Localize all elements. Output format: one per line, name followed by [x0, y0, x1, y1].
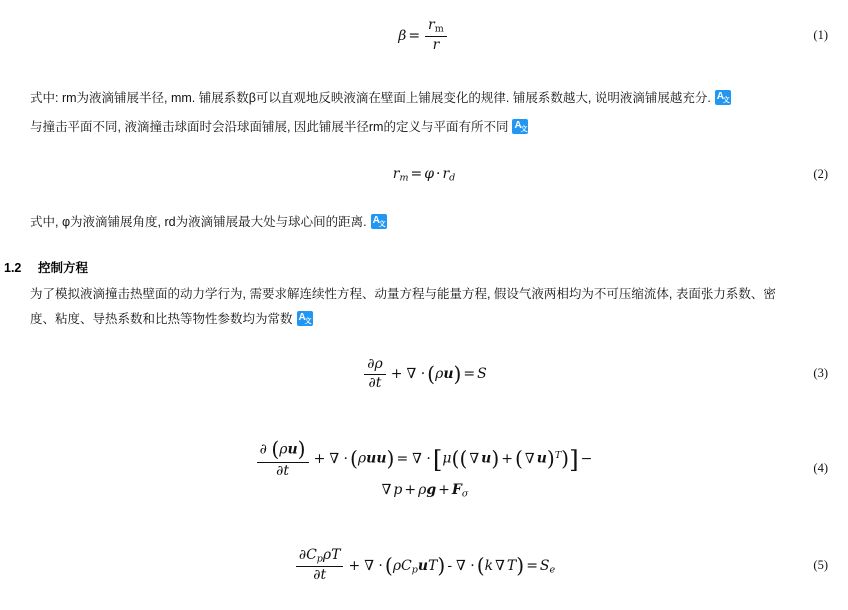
- translate-badge-letter-zh: 文: [304, 318, 312, 325]
- equation-4-number: (4): [813, 461, 828, 475]
- equation-5-row: [0, 547, 848, 585]
- paragraph-3-line-1-text: 为了模拟液滴撞击热壁面的动力学行为, 需要求解连续性方程、动量方程与能量方程, 假设气液两相均为不可压缩流体, 表面张力系数、密: [30, 287, 776, 301]
- section-number: 1.2: [4, 261, 22, 275]
- translate-badge-icon[interactable]: [512, 119, 528, 134]
- paragraph-1-line-2: [30, 115, 830, 140]
- translate-badge-letter-zh: 文: [722, 97, 730, 104]
- paragraph-1-line-2-text: 与撞击平面不同, 液滴撞击球面时会沿球面铺展, 因此铺展半径rm的定义与平面有所不同: [30, 120, 509, 134]
- translate-badge-letter-a: A: [298, 312, 306, 323]
- equation-2-row: [0, 160, 848, 190]
- translate-badge-letter-a: A: [372, 215, 380, 226]
- paragraph-3-line-2: [30, 307, 840, 332]
- section-title: 控制方程: [38, 261, 89, 275]
- paragraph-1-line-1: [30, 86, 830, 111]
- paragraph-2-text: 式中, φ为液滴铺展角度, rd为液滴铺展最大处与球心间的距离.: [30, 215, 367, 229]
- equation-2-body: $r_m = \varphi \cdot r_d$: [392, 166, 456, 184]
- paragraph-1-line-1-text: 式中: rm为液滴铺展半径, mm. 铺展系数β可以直观地反映液滴在壁面上铺展变化的规律. 铺展系数越大, 说明液滴铺展越充分.: [30, 91, 711, 105]
- equation-4-body: $\frac{\partial (\rho u)}{\partial t}$ + ∇ ·(ρuu) = ∇ ·[μ(( ∇ u) +( ∇ u)$^T$)] − ∇ $p + \rho g + F_\sigma$: [0, 438, 848, 500]
- translate-badge-icon[interactable]: [371, 214, 387, 229]
- translate-badge-letter-zh: 文: [520, 126, 528, 133]
- equation-4-row: [0, 438, 848, 500]
- equation-1-body: β = $\frac{rm}{r}$: [0, 18, 848, 54]
- equation-3-body: $\frac{\partial\rho}{\partial t}$ + ∇ ·(ρu) = S: [0, 357, 848, 391]
- translate-badge-letter-a: A: [514, 120, 522, 131]
- equation-5-body: $\frac{\partial C_p\rho T}{\partial t}$ + ∇ $\cdot(\rho C_puT)$ - ∇ ·(k ∇ $T) = S_e$: [0, 548, 848, 584]
- equation-1-number: (1): [813, 28, 828, 42]
- translate-badge-icon[interactable]: [297, 311, 313, 326]
- paragraph-3-line-1: [30, 282, 840, 307]
- equation-5-number: (5): [813, 558, 828, 572]
- equation-1-row: [0, 16, 848, 56]
- equation-3-number: (3): [813, 366, 828, 380]
- equation-2-number: (2): [813, 167, 828, 181]
- section-heading-1-2: [4, 258, 88, 276]
- translate-badge-letter-zh: 文: [378, 221, 386, 228]
- equation-3-row: [0, 355, 848, 393]
- translate-badge-letter-a: A: [716, 91, 725, 102]
- paragraph-3-line-2-text: 度、粘度、导热系数和比热等物性参数均为常数: [30, 312, 293, 326]
- translate-badge-icon[interactable]: [715, 90, 731, 105]
- paragraph-2: [30, 210, 830, 235]
